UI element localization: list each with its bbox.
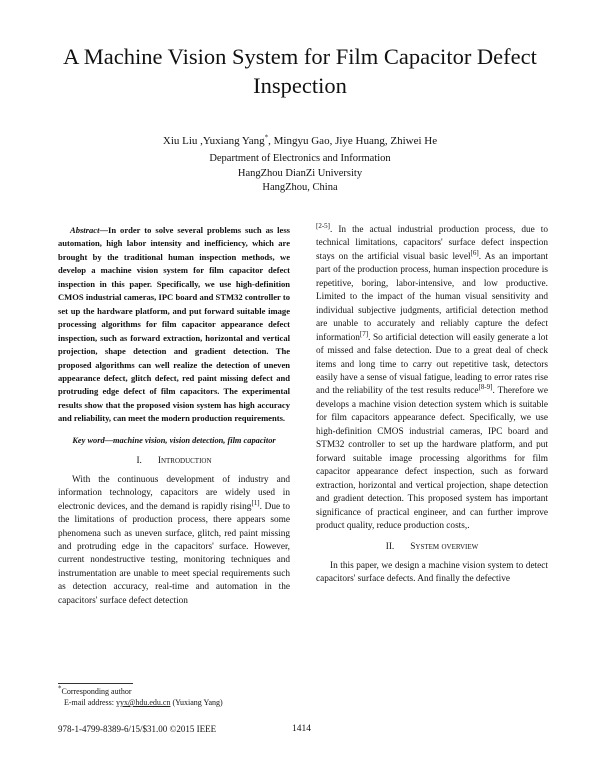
intro-paragraph-part2 xyxy=(316,221,548,533)
footnote-divider xyxy=(58,683,133,684)
footnote-line-1 xyxy=(58,686,298,697)
citation-ref: [6] xyxy=(470,248,479,257)
section-heading-introduction xyxy=(58,455,290,468)
intro-text-d: . As an important part of the production process, human inspection procedure is repetitive, boring, labor-intensive, and low productive. Limited to the impact of the human visual sensitivity and individual subjective judgments, artificial detection method are unable to accurately and reliably capture the defect information xyxy=(316,251,548,343)
affiliation-block xyxy=(40,152,560,196)
isbn-copyright: 978-1-4799-8389-6/15/$31.00 ©2015 IEEE xyxy=(58,724,217,734)
abstract-dash: — xyxy=(99,225,108,235)
footnote-line-2 xyxy=(58,697,298,708)
intro-text-a: With the continuous development of industry and information technology, capacitors are widely used in electronic devices, and the demand is rapidly rising xyxy=(58,474,290,512)
intro-paragraph-part1 xyxy=(58,474,290,609)
page-number: 1414 xyxy=(292,724,311,734)
citation-ref: [1] xyxy=(251,498,260,507)
section-title: Introduction xyxy=(157,456,212,467)
corresponding-mark: * xyxy=(264,133,269,142)
affiliation-department: Department of Electronics and Information xyxy=(209,153,391,164)
citation-ref: [8-9] xyxy=(478,383,493,392)
citation-ref: [7] xyxy=(359,329,369,338)
affiliation-university: HangZhou DianZi University xyxy=(237,167,363,179)
overview-paragraph: In this paper, we design a machine vision system to detect capacitors' surface defects. And finally the defective xyxy=(316,560,548,585)
paper-title: A Machine Vision System for Film Capacitor Defect Inspection xyxy=(63,44,537,98)
right-column xyxy=(316,221,548,587)
footnote-corresponding: Corresponding author xyxy=(61,687,132,696)
left-column xyxy=(58,224,290,608)
intro-text-f: . Therefore we develops a machine vision detection system which is suitable for film capacitors appearance defect. Specifically, we use high-definition CMOS industrial cameras, IPC board and STM32 controller to set up the hardware platform, and put forward suitable image processing algorithms for film capacitor appearance defect inspection, such as forward extraction, horizontal and vertical projection, shape detection and gradient detection. This proposed system has important significance of practical engineer, and can further improve product quality, reduce production costs,. xyxy=(316,386,548,531)
email-label: E-mail address: xyxy=(64,698,116,707)
keywords: Key word—machine vision, vision detection, film capacitor xyxy=(72,435,276,445)
intro-text-c: . In the actual industrial production process, due to technical limitations, capacitors' surface defect inspection stays on the artificial visual basic level xyxy=(316,225,548,262)
abstract-lead: Abstract xyxy=(70,225,100,235)
abstract xyxy=(58,224,290,426)
affiliation-city: HangZhou, China xyxy=(262,182,338,193)
author-list xyxy=(40,134,560,148)
section-number: II. xyxy=(385,542,395,553)
author-names-first: Xiu Liu ,Yuxiang Yang xyxy=(162,135,265,147)
section-title: System overview xyxy=(410,542,479,553)
intro-text-e: . So artificial detection will easily generate a lot of missed and false detection. Due to a great deal of check items and long time to carry out repetitive task, detectors easily have a sense of visual fatigue, leading to error rates rise and the reliability of the test results reduce xyxy=(316,332,548,397)
intro-text-b: . Due to the limitations of production process, there appears some phenomena such as uneven surface, glitch, red paint missing and protruding edge in the capacitors' surface. However, current nondestructive testing, monitoring techniques and instrumentation are unable to meet special requirements such as detection accuracy, real-time and automation in the capacitors' surface defect detection xyxy=(58,501,290,606)
email-suffix: (Yuxiang Yang) xyxy=(170,698,223,707)
section-heading-system-overview xyxy=(316,541,548,554)
section-number: I. xyxy=(136,456,142,467)
abstract-text: In order to solve several problems such as less automation, high labor intensity and inefficiency, which are brought by the traditional human inspection methods, we develop a machine vision system for film capacitor defect inspection in this paper. Specifically, we use high-definition CMOS industrial cameras, IPC board and STM32 controller to set up the hardware platform, and put forward suitable image processing algorithms for film capacitor appearance defect inspection, such as forward extraction, horizontal and vertical projection, shape detection and gradient detection. The proposed algorithms can well realize the detection of uneven appearance defect, glitch defect, red paint missing defect and protruding edge defect of film capacitors. The experimental results show that the proposed vision system has high accuracy and reliability, can meet the modern production requirements. xyxy=(58,225,290,424)
email-link[interactable]: yyx@hdu.edu.cn xyxy=(115,698,171,707)
citation-ref: [2-5] xyxy=(316,221,330,230)
author-names-rest: , Mingyu Gao, Jiye Huang, Zhiwei He xyxy=(268,135,438,147)
footnote-mark: * xyxy=(58,684,62,693)
footnote xyxy=(58,686,298,708)
